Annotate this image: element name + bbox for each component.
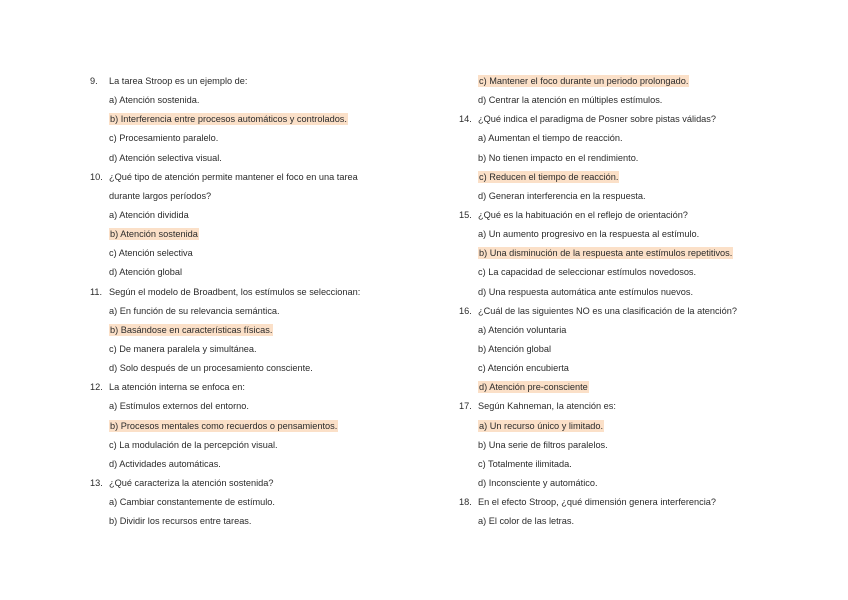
question-line	[90, 474, 440, 493]
answer-text: a) Un aumento progresivo en la respuesta al estímulo.	[478, 229, 700, 240]
question-text: ¿Qué es la habituación en el reflejo de orientación?	[478, 209, 688, 220]
answer-option	[459, 263, 809, 282]
answer-text: d) Una respuesta automática ante estímulos nuevos.	[478, 286, 694, 297]
question-text: durante largos períodos?	[109, 190, 212, 201]
question-number: 13.	[90, 477, 103, 488]
answer-option	[90, 129, 440, 148]
answer-option-correct	[459, 417, 809, 436]
right-column	[459, 72, 809, 531]
highlighted-answer-text: c) Reducen el tiempo de reacción.	[479, 171, 619, 182]
answer-option	[90, 149, 440, 168]
answer-text: d) Atención global	[109, 267, 183, 278]
answer-text: a) Atención voluntaria	[478, 324, 567, 335]
question-text: ¿Qué tipo de atención permite mantener el foco en una tarea	[109, 171, 358, 182]
answer-option	[90, 493, 440, 512]
answer-option	[90, 91, 440, 110]
answer-option	[90, 244, 440, 263]
answer-text: d) Inconsciente y automático.	[478, 477, 598, 488]
answer-text: b) No tienen impacto en el rendimiento.	[478, 152, 639, 163]
question-text: En el efecto Stroop, ¿qué dimensión genera interferencia?	[478, 497, 717, 508]
answer-option-correct	[459, 378, 809, 397]
question-number: 16.	[459, 305, 472, 316]
answer-option	[459, 436, 809, 455]
question-line	[459, 302, 809, 321]
question-number: 18.	[459, 497, 472, 508]
left-column	[90, 72, 440, 531]
answer-option	[459, 474, 809, 493]
question-text: La atención interna se enfoca en:	[109, 382, 245, 393]
answer-option	[90, 359, 440, 378]
question-number: 10.	[90, 171, 103, 182]
answer-option	[90, 302, 440, 321]
question-number: 9.	[90, 76, 98, 86]
highlighted-answer-text: b) Una disminución de la respuesta ante estímulos repetitivos.	[479, 248, 733, 259]
answer-option	[459, 359, 809, 378]
question-line	[459, 110, 809, 129]
answer-option-correct	[90, 110, 440, 129]
question-text-continued	[90, 187, 440, 206]
answer-text: c) Atención encubierta	[478, 363, 569, 374]
question-number: 15.	[459, 209, 472, 220]
question-text: Según Kahneman, la atención es:	[478, 401, 616, 412]
answer-option-correct	[90, 225, 440, 244]
answer-text: d) Solo después de un procesamiento consciente.	[109, 363, 313, 374]
answer-option-correct	[459, 244, 809, 263]
highlighted-answer-text: d) Atención pre-consciente	[479, 382, 588, 393]
answer-option	[90, 263, 440, 282]
answer-option	[459, 187, 809, 206]
question-line	[90, 283, 440, 302]
answer-option	[459, 149, 809, 168]
answer-option-correct	[90, 321, 440, 340]
answer-text: c) Procesamiento paralelo.	[109, 133, 219, 144]
question-text: ¿Cuál de las siguientes NO es una clasificación de la atención?	[478, 305, 737, 316]
question-text: ¿Qué caracteriza la atención sostenida?	[109, 477, 274, 488]
answer-option	[459, 225, 809, 244]
answer-text: c) La modulación de la percepción visual.	[109, 439, 278, 450]
question-number: 14.	[459, 114, 472, 125]
question-line	[90, 72, 440, 91]
answer-text: d) Actividades automáticas.	[109, 458, 221, 469]
question-number: 12.	[90, 382, 103, 393]
question-line	[459, 397, 809, 416]
answer-option	[459, 283, 809, 302]
answer-text: a) Estímulos externos del entorno.	[109, 401, 249, 412]
answer-text: b) Una serie de filtros paralelos.	[478, 439, 608, 450]
answer-text: c) De manera paralela y simultánea.	[109, 343, 257, 354]
answer-text: a) Atención dividida	[109, 209, 189, 220]
answer-option	[90, 397, 440, 416]
question-text: La tarea Stroop es un ejemplo de:	[109, 76, 248, 86]
question-line	[90, 168, 440, 187]
answer-option	[90, 340, 440, 359]
answer-text: a) Cambiar constantemente de estímulo.	[109, 497, 275, 508]
answer-option-correct	[459, 168, 809, 187]
answer-option-correct	[90, 417, 440, 436]
question-number: 17.	[459, 401, 472, 412]
question-line	[459, 206, 809, 225]
question-number: 11.	[90, 286, 103, 297]
answer-text: c) Atención selectiva	[109, 248, 193, 259]
answer-text: a) En función de su relevancia semántica.	[109, 305, 280, 316]
answer-option	[459, 512, 809, 531]
answer-text: b) Atención global	[478, 343, 552, 354]
answer-text: d) Generan interferencia en la respuesta.	[478, 190, 646, 201]
answer-text: a) Atención sostenida.	[109, 95, 200, 106]
answer-option	[90, 512, 440, 531]
highlighted-answer-text: b) Procesos mentales como recuerdos o pensamientos.	[110, 420, 338, 431]
answer-text: b) Dividir los recursos entre tareas.	[109, 516, 252, 527]
answer-text: d) Centrar la atención en múltiples estímulos.	[478, 95, 663, 106]
answer-text: a) El color de las letras.	[478, 516, 574, 527]
answer-option	[459, 129, 809, 148]
question-line	[90, 378, 440, 397]
highlighted-answer-text: b) Atención sostenida	[110, 229, 198, 240]
answer-option	[90, 436, 440, 455]
answer-option-correct	[459, 72, 809, 91]
answer-option	[90, 206, 440, 225]
answer-text: c) Totalmente ilimitada.	[478, 458, 572, 469]
answer-option	[459, 321, 809, 340]
answer-option	[459, 340, 809, 359]
highlighted-answer-text: c) Mantener el foco durante un periodo prolongado.	[479, 76, 689, 86]
question-line	[459, 493, 809, 512]
answer-text: a) Aumentan el tiempo de reacción.	[478, 133, 623, 144]
question-text: Según el modelo de Broadbent, los estímulos se seleccionan:	[109, 286, 361, 297]
answer-option	[90, 455, 440, 474]
answer-text: d) Atención selectiva visual.	[109, 152, 222, 163]
highlighted-answer-text: b) Basándose en características físicas.	[110, 324, 273, 335]
question-text: ¿Qué indica el paradigma de Posner sobre pistas válidas?	[478, 114, 716, 125]
answer-text: c) La capacidad de seleccionar estímulos novedosos.	[478, 267, 697, 278]
highlighted-answer-text: a) Un recurso único y limitado.	[479, 420, 604, 431]
answer-option	[459, 455, 809, 474]
highlighted-answer-text: b) Interferencia entre procesos automáticos y controlados.	[110, 114, 347, 125]
answer-option	[459, 91, 809, 110]
